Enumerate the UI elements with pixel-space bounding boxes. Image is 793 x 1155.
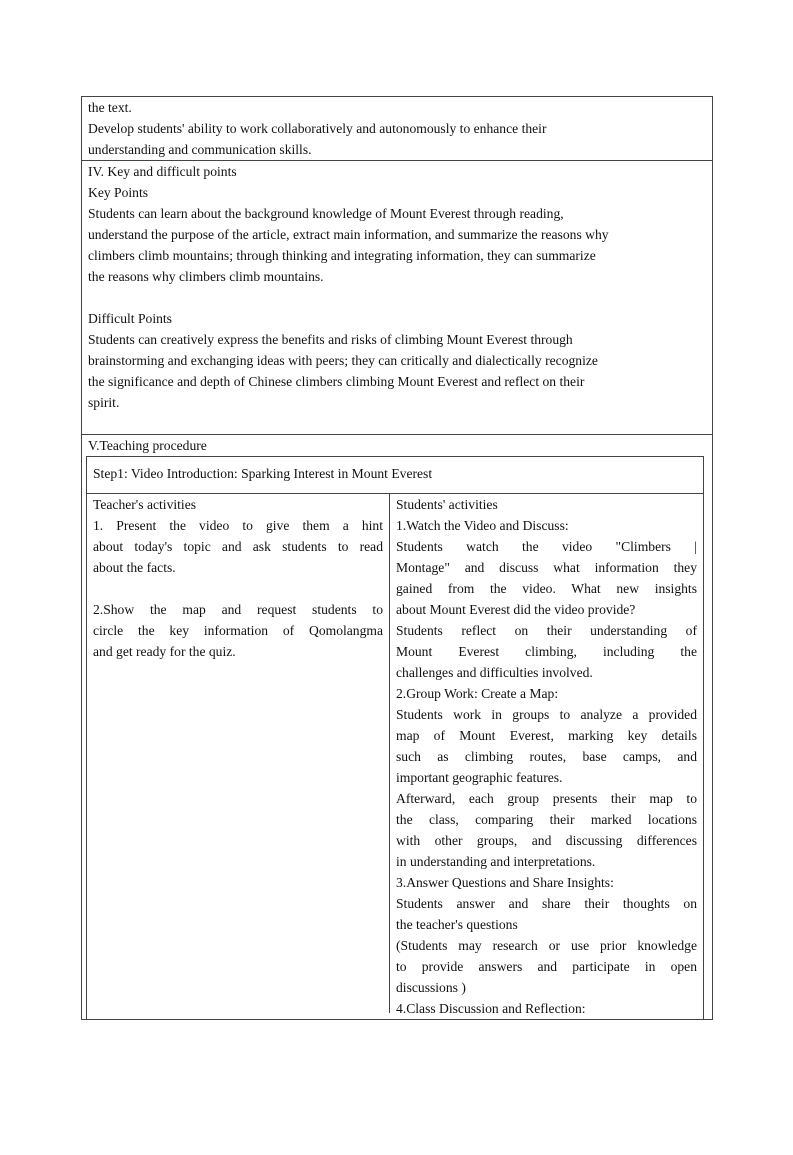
text-line: Students reflect on their understanding of [396,623,697,638]
text-line: Students can creatively express the benefits and risks of climbing Mount Everest through [88,332,573,347]
teaching-procedure-heading: V.Teaching procedure [88,438,207,453]
text-line: discussions ) [396,980,466,995]
text-line: the significance and depth of Chinese climbers climbing Mount Everest and reflect on their [88,374,585,389]
text-line: and get ready for the quiz. [93,644,236,659]
key-difficult-heading: IV. Key and difficult points [88,164,237,179]
text-line: brainstorming and exchanging ideas with peers; they can critically and dialectically recognize [88,353,598,368]
text-line: 1. Present the video to give them a hint [93,518,383,533]
text-line: map of Mount Everest, marking key details [396,728,697,743]
text-line: 2.Group Work: Create a Map: [396,686,559,701]
text-line: understanding and communication skills. [88,142,312,157]
text-line: about today's topic and ask students to read [93,539,383,554]
step1-title: Step1: Video Introduction: Sparking Interest in Mount Everest [87,457,703,494]
text-line: 3.Answer Questions and Share Insights: [396,875,614,890]
text-line: 4.Class Discussion and Reflection: [396,1001,586,1016]
text-line: spirit. [88,395,120,410]
lesson-plan-table [81,96,713,1020]
text-line: Students answer and share their thoughts on [396,896,697,911]
text-line: Montage" and discuss what information they [396,560,697,575]
key-difficult-row [82,161,712,435]
objectives-tail-row [82,97,712,161]
difficult-points-title: Difficult Points [88,311,172,326]
text-line: understand the purpose of the article, extract main information, and summarize the reasons why [88,227,609,242]
text-line: (Students may research or use prior knowledge [396,938,697,953]
text-line: Develop students' ability to work collaboratively and autonomously to enhance their [88,121,547,136]
text-line: such as climbing routes, base camps, and [396,749,697,764]
text-line: to provide answers and participate in open [396,959,697,974]
text-line: climbers climb mountains; through thinking and integrating information, they can summarize [88,248,596,263]
text-line: about Mount Everest did the video provide? [396,602,636,617]
text-line: challenges and difficulties involved. [396,665,593,680]
text-line: in understanding and interpretations. [396,854,596,869]
text-line: Students can learn about the background knowledge of Mount Everest through reading, [88,206,564,221]
text-line: Afterward, each group presents their map to [396,791,697,806]
text-line: about the facts. [93,560,176,575]
text-line: Students watch the video "Climbers | [396,539,697,554]
text-line: the class, comparing their marked locations [396,812,697,827]
key-points-title: Key Points [88,185,149,200]
text-line: circle the key information of Qomolangma [93,623,383,638]
text-line: Mount Everest climbing, including the [396,644,697,659]
text-line: gained from the video. What new insights [396,581,697,596]
text-line: Students work in groups to analyze a provided [396,707,697,722]
text-line: the teacher's questions [396,917,518,932]
text-line: with other groups, and discussing differences [396,833,697,848]
text-line: the reasons why climbers climb mountains. [88,269,324,284]
teacher-activities-cell [87,494,390,1013]
teacher-activities-header: Teacher's activities [93,497,197,512]
students-activities-cell [390,494,703,1019]
text-line: important geographic features. [396,770,563,785]
text-line [93,578,383,599]
text-line: 2.Show the map and request students to [93,602,383,617]
teaching-procedure-row [82,435,712,1019]
students-activities-header: Students' activities [396,497,498,512]
text-line: the text. [88,100,132,115]
text-line: 1.Watch the Video and Discuss: [396,518,569,533]
step1-table [86,456,704,1019]
